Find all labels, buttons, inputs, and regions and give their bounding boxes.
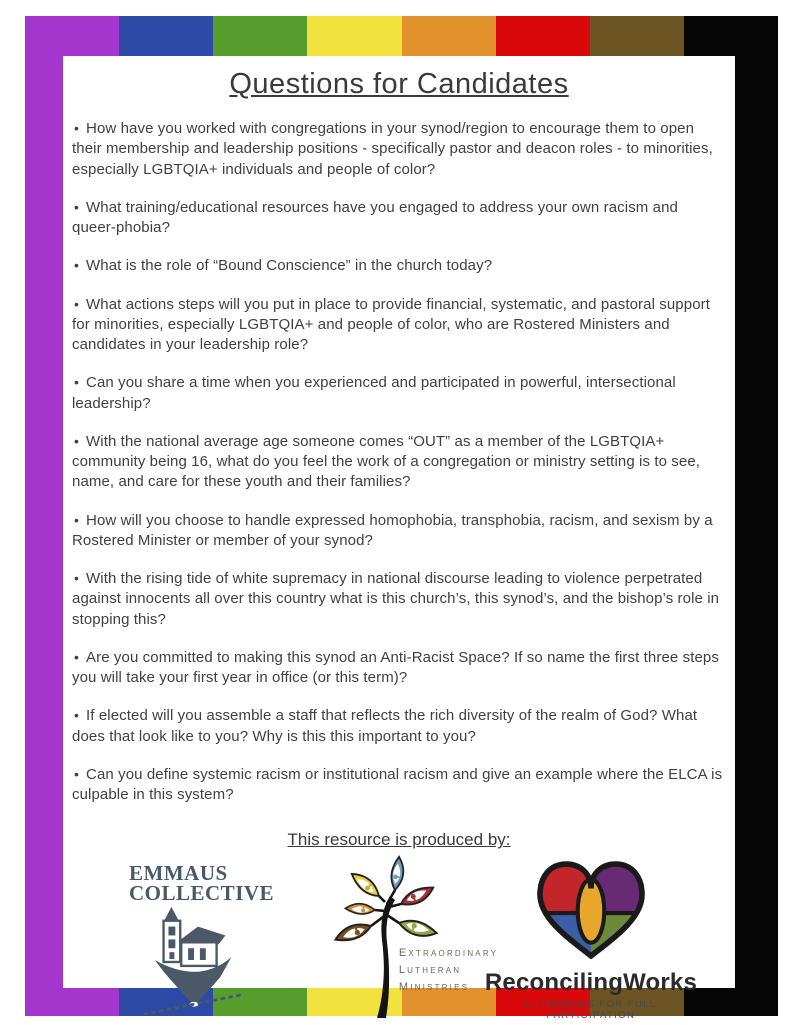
elm-leaf-orange xyxy=(345,902,376,915)
question-text: What actions steps will you put in place to provide financial, systematic, and pastoral support for minorities, especially LGBTQIA+ and people of color, who are Rostered Ministers and candidates in your leadership role? xyxy=(72,295,710,353)
question-item-7 xyxy=(72,511,726,552)
stripe-segment-3 xyxy=(307,16,401,56)
rainbow-band-left xyxy=(25,56,63,988)
questions-list xyxy=(72,119,726,805)
bullet-icon: • xyxy=(74,295,80,312)
logo-extraordinary-lutheran-ministries xyxy=(307,852,499,1020)
elm-leaf-brown xyxy=(333,921,373,945)
question-text: Are you committed to making this synod an Anti-Racist Space? If so name the first three steps you will take your first year in office (or this term)? xyxy=(72,648,719,686)
emmaus-wordmark-line2: COLLECTIVE xyxy=(129,880,275,905)
question-item-2 xyxy=(72,198,726,239)
rw-heart-icon xyxy=(525,860,657,962)
elm-leaf-green xyxy=(397,916,438,941)
footer-heading: This resource is produced by: xyxy=(287,830,511,850)
bullet-icon: • xyxy=(74,198,80,215)
question-text: What training/educational resources have you engaged to address your own racism and queer-phobia? xyxy=(72,198,678,236)
question-item-5 xyxy=(72,373,726,414)
elm-wordmark-line1: Extraordinary xyxy=(398,947,499,960)
bullet-icon: • xyxy=(74,648,80,665)
producer-logos xyxy=(63,854,735,1021)
stripe-segment-7 xyxy=(684,988,778,1016)
bullet-icon: • xyxy=(74,707,80,724)
question-item-11 xyxy=(72,765,726,806)
elm-leaf-yellow xyxy=(349,869,383,901)
elm-leaf-blue xyxy=(389,856,406,891)
question-text: How will you choose to handle expressed homophobia, transphobia, racism, and sexism by a Rostered Minister or member of your synod? xyxy=(72,511,713,549)
page-title: Questions for Candidates xyxy=(229,68,569,100)
question-text: Can you share a time when you experienced and participated in powerful, intersectional leadership? xyxy=(72,374,676,412)
rw-tagline: LUTHERANS FOR FULL PARTICIPATION xyxy=(525,999,657,1022)
question-text: Can you define systemic racism or institutional racism and give an example where the ELCA is culpable in this system? xyxy=(72,765,723,803)
question-item-10 xyxy=(72,706,726,747)
elm-wordmark-line2: Lutheran xyxy=(398,964,462,977)
question-text: What is the role of “Bound Conscience” in the church today? xyxy=(86,257,493,275)
stripe-segment-2 xyxy=(213,16,307,56)
stripe-segment-6 xyxy=(590,16,684,56)
question-item-3 xyxy=(72,256,726,276)
elm-wordmark-line3: Ministries xyxy=(398,981,470,994)
footer-panel xyxy=(63,823,735,1021)
question-item-1 xyxy=(72,119,726,180)
stripe-segment-7 xyxy=(684,16,778,56)
logo-reconcilingworks xyxy=(485,860,697,1021)
stripe-segment-4 xyxy=(402,16,496,56)
stripe-segment-0 xyxy=(25,16,119,56)
bullet-icon: • xyxy=(74,511,80,528)
question-text: With the rising tide of white supremacy in national discourse leading to violence perpetrated against innocents all over this country what is this church’s, this synod’s, and the bishop’s role in stopping this? xyxy=(72,570,720,628)
stripe-segment-5 xyxy=(496,16,590,56)
emmaus-church-pin-icon xyxy=(135,905,253,1017)
bullet-icon: • xyxy=(74,432,80,449)
question-item-8 xyxy=(72,569,726,630)
bullet-icon: • xyxy=(74,765,80,782)
rw-wordmark: ReconcilingWorks xyxy=(484,969,697,997)
logo-emmaus-collective xyxy=(111,861,307,1017)
elm-wordmark xyxy=(399,945,498,996)
stripe-segment-0 xyxy=(25,988,119,1016)
emmaus-wordmark-line1: EMMAUS xyxy=(129,861,228,886)
rainbow-bar-top xyxy=(25,16,778,56)
stripe-segment-1 xyxy=(119,16,213,56)
rainbow-frame xyxy=(25,16,778,1022)
bullet-icon: • xyxy=(74,257,80,274)
question-text: With the national average age someone comes “OUT” as a member of the LGBTQIA+ community being 16, what do you feel the work of a congregation or ministry setting is to see, name, and care for these youth and their families? xyxy=(72,432,701,491)
elm-leaf-red xyxy=(398,883,436,909)
question-text: How have you worked with congregations in your synod/region to encourage them to open their membership and leadership positions - specifically pastor and deacon roles - to minorities, especially LGBTQIA+ individuals and people of color? xyxy=(72,120,713,178)
question-item-4 xyxy=(72,295,726,356)
bullet-icon: • xyxy=(74,120,80,136)
questions-panel xyxy=(63,56,735,823)
question-text: If elected will you assemble a staff that reflects the rich diversity of the realm of God? What does that look like to you? Why is this this important to you? xyxy=(72,707,698,745)
question-item-9 xyxy=(72,648,726,689)
bullet-icon: • xyxy=(74,374,80,391)
bullet-icon: • xyxy=(74,570,80,586)
rainbow-band-right xyxy=(735,56,778,988)
question-item-6 xyxy=(72,432,726,493)
